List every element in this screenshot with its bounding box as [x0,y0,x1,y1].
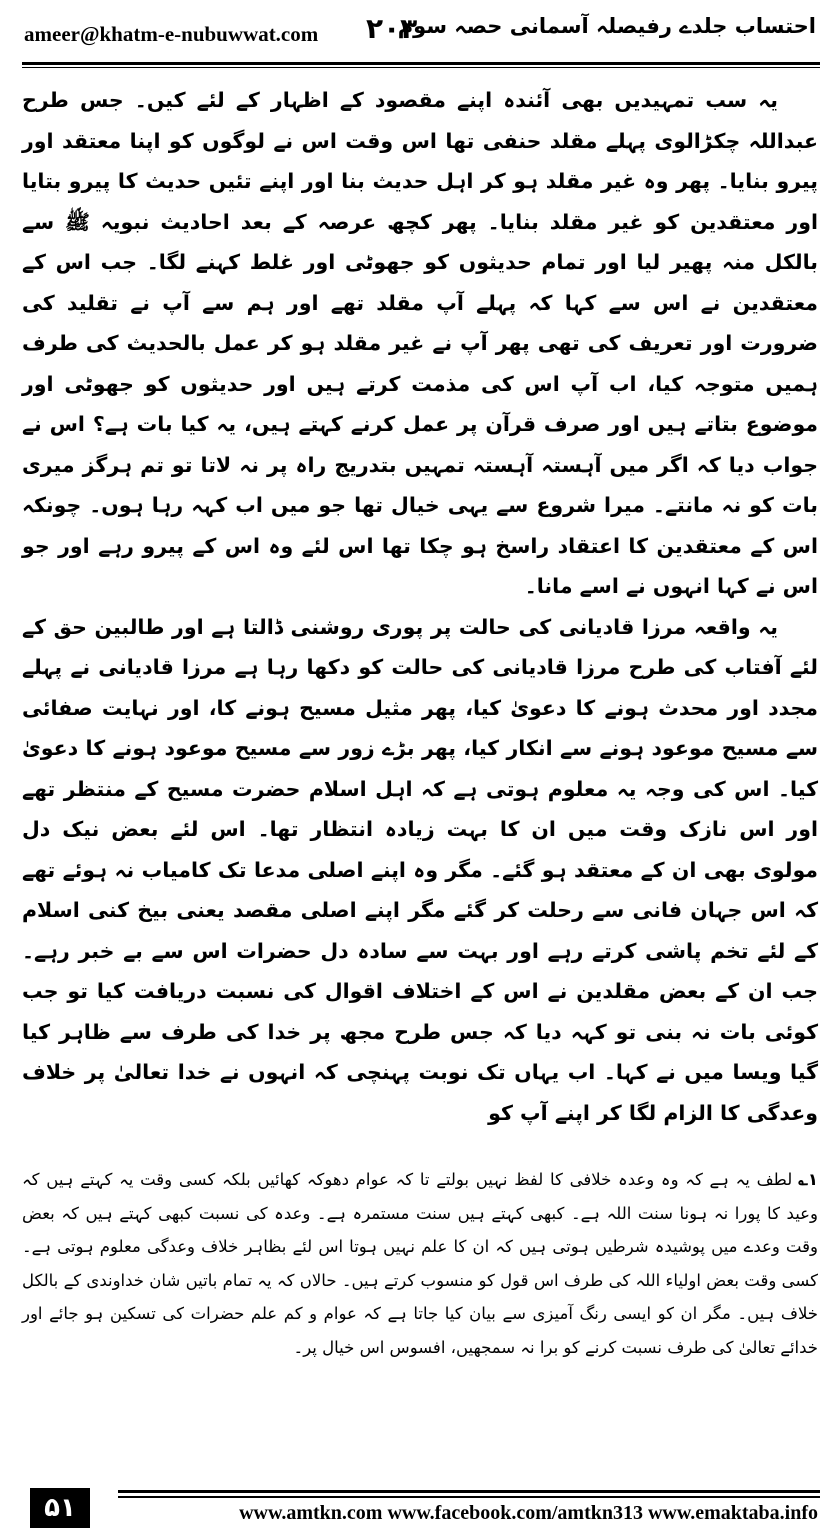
footnote-marker: ۱؎ [798,1170,818,1189]
header-rule [22,62,820,65]
header-title: احتساب جلدے رفیصلہ آسمانی حصہ سوم [397,14,816,38]
footnote-section [22,1163,818,1364]
page-header [0,0,840,70]
footer-rule [118,1490,820,1493]
footer-page-number: ۵۱ [30,1488,90,1528]
footer-links: www.amtkn.com www.facebook.com/amtkn313 www.emaktaba.info [239,1502,818,1524]
header-rule-thin [22,67,820,68]
footer-rule-thin [118,1496,820,1498]
footnote-text: لطف یہ ہے کہ وہ وعدہ خلافی کا لفظ نہیں بولتے تا کہ عوام دھوکہ کھائیں بلکہ کسی وقت یہ کہتے ہیں کہ وعید کا پورا نہ ہونا سنت اللہ ہے۔ کبھی کہتے ہیں سنت مستمرہ ہے۔ وعدہ کی نسبت کبھی کہتے ہیں کہ بعض وقت وعدے میں پوشیدہ شرطیں ہوتی ہیں کہ ان کا علم نہیں ہوتا اس لئے بظاہر خلاف وعدگی معلوم ہوتی ہے۔ کسی وقت بعض اولیاء اللہ کی طرف اس قول کو منسوب کرتے ہیں۔ حالاں کہ یہ تمام باتیں شان خداوندی کے بالکل خلاف ہیں۔ مگر ان کو ایسی رنگ آمیزی سے بیان کیا جاتا ہے کہ عوام و کم علم حضرات کی تسکین ہو جائے اور خدائے تعالیٰ کی طرف نسبت کرنے کو برا نہ سمجھیں، افسوس اس خیال پر۔ [22,1170,818,1357]
header-email: ameer@khatm-e-nubuwwat.com [24,22,319,46]
paragraph-2: یہ واقعہ مرزا قادیانی کی حالت پر پوری روشنی ڈالتا ہے اور طالبین حق کے لئے آفتاب کی طرح مرزا قادیانی کی حالت کو دکھا رہا ہے مرزا قادیانی نے پہلے مجدد اور محدث ہونے کا دعویٰ کیا، پھر مثیل مسیح ہونے کا، اور نہایت صفائی سے مسیح موعود ہونے سے انکار کیا، پھر بڑے زور سے مسیح موعود ہونے کا دعویٰ کیا۔ اس کی وجہ یہ معلوم ہوتی ہے کہ اہل اسلام حضرت مسیح کے منتظر تھے اور اس نازک وقت میں ان کا بہت زیادہ انتظار تھا۔ اس لئے بعض نیک دل مولوی بھی ان کے معتقد ہو گئے۔ مگر وہ اپنے اصلی مدعا تک کامیاب نہ ہوئے تھے کہ اس جہان فانی سے رحلت کر گئے مگر اپنے اصلی مقصد یعنی بیخ کنی اسلام کے لئے تخم پاشی کرتے رہے اور بہت سے سادہ دل حضرات اس سے بے خبر رہے۔ جب ان کے بعض مقلدین نے اس کے اختلاف اقوال کی نسبت دریافت کیا تو جب کوئی بات نہ بنی تو کہہ دیا کہ جس طرح مجھ پر خدا کی طرف سے ظاہر کیا گیا ویسا میں نے کہا۔ اب یہاں تک نوبت پہنچی کہ انہوں نے خدا تعالیٰ پر خلاف وعدگی کا الزام لگا کر اپنے آپ کو [22,614,818,1125]
paragraph-1: یہ سب تمہیدیں بھی آئندہ اپنے مقصود کے اظہار کے لئے کیں۔ جس طرح عبداللہ چکڑالوی پہلے مقلد حنفی تھا اس وقت اس نے لوگوں کو اپنا معتقد اور پیرو بنایا۔ پھر وہ غیر مقلد ہو کر اہل حدیث بنا اور اپنے تئیں حدیث کا پیرو بتایا اور معتقدین کو غیر مقلد بنایا۔ پھر کچھ عرصہ کے بعد احادیث نبویہ ﷺ سے بالکل منہ پھیر لیا اور تمام حدیثوں کو جھوٹی اور غلط کہنے لگا۔ جب اس کے معتقدین نے اس سے کہا کہ پہلے آپ مقلد تھے اور ہم سے آپ نے تقلید کی ضرورت اور تعریف کی تھی پھر آپ نے غیر مقلد ہو کر عمل بالحدیث کی طرف ہمیں متوجہ کیا، اب آپ اس کی مذمت کرتے ہیں اور حدیثوں کو جھوٹی اور موضوع بتاتے ہیں اور صرف قرآن پر عمل کرنے کہتے ہیں، یہ کیا بات ہے؟ اس نے جواب دیا کہ اگر میں آہستہ آہستہ تمہیں بتدریج راہ پر نہ لاتا تو تم ہرگز میری بات کو نہ مانتے۔ میرا شروع سے یہی خیال تھا جو میں اب کہہ رہا ہوں۔ چونکہ اس کے معتقدین کا اعتقاد راسخ ہو چکا تھا اس لئے وہ اس کے پیرو رہے اور جو اس نے کہا انہوں نے اسے مانا۔ [22,88,818,598]
header-page-number: ۲۰۳ [366,12,418,45]
footnote [22,1163,818,1364]
page-footer [0,1488,840,1540]
main-text [22,80,818,1133]
